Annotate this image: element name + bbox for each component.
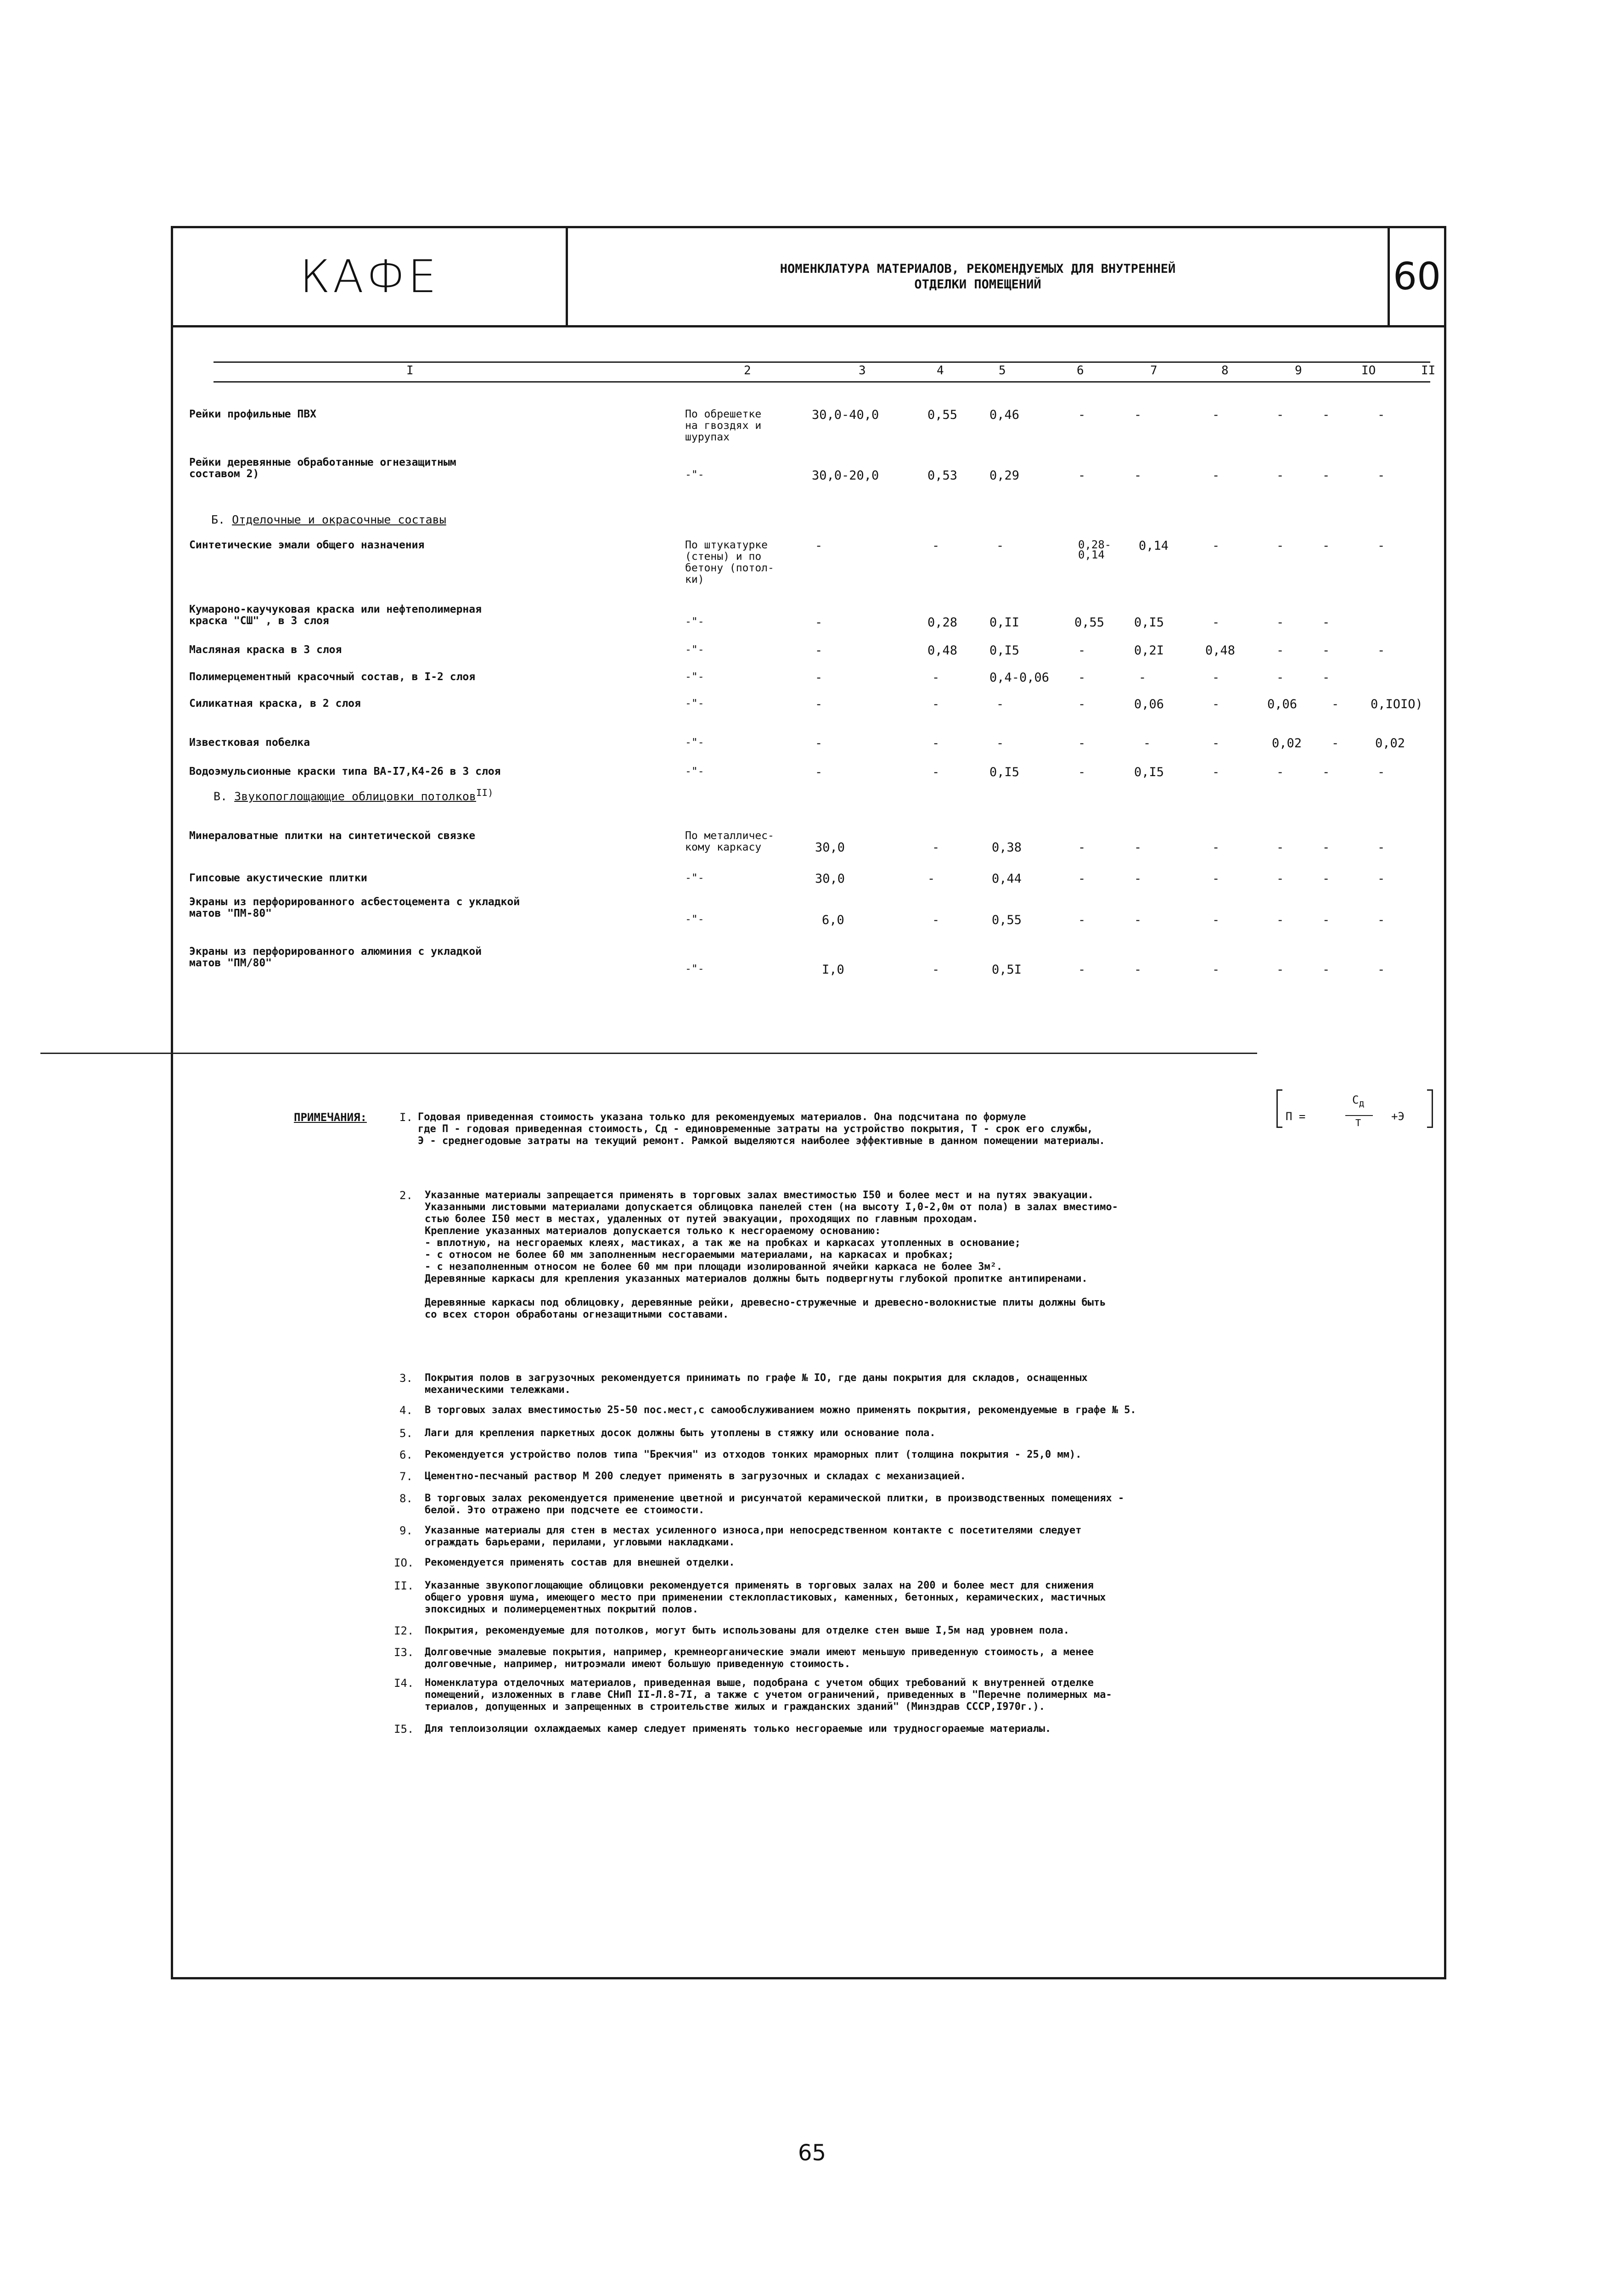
- cell-c3: 30,0-40,0: [812, 408, 879, 422]
- note-number: 8.: [399, 1492, 413, 1505]
- cell-c6: -: [1078, 736, 1086, 750]
- note-number: II.: [394, 1579, 414, 1592]
- cell-c8: -: [1212, 736, 1220, 750]
- page-number: 65: [798, 2140, 826, 2166]
- material-name: Экраны из перфорированного асбестоцемента с укладкой матов "ПМ-80": [189, 896, 520, 919]
- cell-c9: -: [1276, 539, 1284, 553]
- formula-denominator: Т: [1355, 1117, 1361, 1128]
- base-type: -"-: [685, 737, 704, 749]
- section-title: Звукопоглощающие облицовки потолков: [234, 789, 476, 803]
- section-heading-b: [211, 513, 446, 526]
- note-text: Для теплоизоляции охлаждаемых камер следует применять только несгораемые или трудносгораемые материалы.: [425, 1723, 1051, 1735]
- column-header: 7: [1150, 364, 1158, 378]
- cell-c6: -: [1078, 765, 1086, 779]
- cell-c8: -: [1212, 697, 1220, 711]
- cell-c9: -: [1276, 468, 1284, 483]
- cell-c3: 30,0-20,0: [812, 468, 879, 483]
- formula-top: С: [1352, 1093, 1359, 1106]
- base-type: -"-: [685, 644, 704, 656]
- cell-c6: 0,28- 0,14: [1078, 538, 1112, 561]
- cell-c10: -: [1322, 408, 1330, 422]
- table-bottom-rule: [40, 1053, 1257, 1054]
- note-text: Долговечные эмалевые покрытия, например, кремнеорганические эмали имеют меньшую приведенную стоимость, а менее долговечные, например, нитроэмали имеют большую приведенную стоимость.: [425, 1646, 1094, 1670]
- column-header: 4: [937, 364, 944, 378]
- cell-c4: -: [932, 736, 940, 750]
- cell-c9: -: [1276, 643, 1284, 658]
- material-name: Кумароно-каучуковая краска или нефтеполимерная краска "СШ" , в 3 слоя: [189, 603, 482, 627]
- note-text: Покрытия, рекомендуемые для потолков, могут быть использованы для отделке стен выше I,5м над уровнем пола.: [425, 1625, 1069, 1636]
- formula-bracket-left: [1276, 1089, 1282, 1128]
- note-number: I5.: [394, 1723, 414, 1736]
- cell-c4: 0,48: [927, 643, 958, 658]
- sheet-frame: [171, 226, 1446, 1979]
- cell-c8: -: [1212, 615, 1220, 630]
- cell-c4: 0,53: [927, 468, 958, 483]
- cell-c9: -: [1276, 963, 1284, 977]
- material-name: Минераловатные плитки на синтетической связке: [189, 830, 476, 842]
- cell-c3: 30,0: [815, 872, 845, 886]
- note-number: 2.: [399, 1189, 413, 1202]
- cell-c3: -: [815, 539, 823, 553]
- note-number: 9.: [399, 1524, 413, 1537]
- base-type: -"-: [685, 616, 704, 628]
- sheet-title-line1: НОМЕНКЛАТУРА МАТЕРИАЛОВ, РЕКОМЕНДУЕМЫХ ДЛЯ ВНУТРЕННЕЙ: [780, 261, 1176, 276]
- section-footnote-ref: II): [476, 787, 494, 798]
- base-type: -"-: [685, 872, 704, 884]
- material-name: Водоэмульсионные краски типа ВА-I7,К4-26 в 3 слоя: [189, 766, 501, 778]
- cell-c9: -: [1276, 671, 1284, 685]
- cell-c8: 0,48: [1205, 643, 1236, 658]
- cell-c4: -: [932, 671, 940, 685]
- cell-c3: -: [815, 615, 823, 630]
- cell-c5: 0,29: [989, 468, 1020, 483]
- note-text: Покрытия полов в загрузочных рекомендуется принимать по графе № IO, где даны покрытия для складов, оснащенных механическими тележками.: [425, 1372, 1088, 1396]
- note-text: Цементно-песчаный раствор М 200 следует применять в загрузочных и складах с механизацией.: [425, 1471, 966, 1482]
- cell-c10: -: [1322, 765, 1330, 779]
- cell-c3: 6,0: [822, 913, 844, 927]
- cell-c6: -: [1078, 671, 1086, 685]
- base-type: По обрешетке на гвоздях и шурупах: [685, 408, 762, 443]
- note-text: Указанные материалы запрещается применять в торговых залах вместимостью I50 и более мест и на путях эвакуации. Указанными листовыми материалами допускается облицовка панелей стен (на высоту I,0-2,0м от пола) в залах вместимо- стью более I50 мест в местах, удаленных от путей эвакуации, проходящих по главным проходам. Крепление указанных материалов допускается только к несгораемому основанию: - вплотную, на несгораемых клеях, мастиках, а так же на пробках и каркасах утопленных в основание; - с относом не более 60 мм заполненным несгораемыми материалами, на каркасах и пробках; - с незаполненным относом не более 60 мм при площади изолированной ячейки каркаса не более 3м². Деревянные каркасы для крепления указанных материалов должны быть подвергнуты глубокой пропитке антипиренами. Деревянные каркасы под облицовку, деревянные рейки, древесно-стружечные и древесно-волокнистые плиты должны быть со всех сторон обработаны огнезащитными составами.: [425, 1189, 1118, 1320]
- cell-c11: -: [1377, 408, 1385, 422]
- cell-c4: -: [932, 765, 940, 779]
- cell-c11: -: [1377, 765, 1385, 779]
- material-name: Экраны из перфорированного алюминия с укладкой матов "ПМ/80": [189, 946, 482, 969]
- cell-c9: -: [1276, 840, 1284, 855]
- cell-c3: -: [815, 697, 823, 711]
- note-text: Указанные звукопоглощающие облицовки рекомендуется применять в торговых залах на 200 и более мест для снижения общего уровня шума, имеющего место при применении стеклопластиковых, каменных, бетонных, керамических, мастичных эпоксидных и полимерцементных покрытий полов.: [425, 1580, 1106, 1615]
- cell-c9: -: [1276, 615, 1284, 630]
- note-text: Рекомендуется устройство полов типа "Брекчия" из отходов тонких мраморных плит (толщина покрытия - 25,0 мм).: [425, 1449, 1082, 1460]
- cell-c10: -: [1322, 840, 1330, 855]
- cell-c7: -: [1134, 872, 1142, 886]
- sheet-title: [568, 228, 1390, 325]
- note-number: 5.: [399, 1427, 413, 1440]
- cell-c8: -: [1212, 468, 1220, 483]
- note-text: Лаги для крепления паркетных досок должны быть утоплены в стяжку или основание пола.: [425, 1427, 936, 1439]
- cell-c8: -: [1212, 671, 1220, 685]
- base-type: -"-: [685, 698, 704, 710]
- column-header: 5: [999, 364, 1006, 378]
- section-prefix: Б.: [211, 513, 232, 526]
- column-header-row: [214, 361, 1436, 383]
- cell-c6: -: [1078, 697, 1086, 711]
- cell-c5: 0,44: [992, 872, 1022, 886]
- cell-c6: -: [1078, 468, 1086, 483]
- cell-c5: 0,5I: [992, 963, 1022, 977]
- cell-c4: -: [932, 913, 940, 927]
- cell-c4: 0,28: [927, 615, 958, 630]
- cell-c3: I,0: [822, 963, 844, 977]
- cell-c10: -: [1322, 615, 1330, 630]
- cell-c10: -: [1322, 963, 1330, 977]
- cell-c9: 0,06: [1267, 697, 1298, 711]
- cell-c10: -: [1332, 736, 1339, 750]
- cell-c4: -: [932, 539, 940, 553]
- cell-c8: -: [1212, 539, 1220, 553]
- cell-c5: -: [996, 736, 1004, 750]
- cell-c3: 30,0: [815, 840, 845, 855]
- cell-c7: 0,I5: [1134, 615, 1164, 630]
- cell-c7: -: [1139, 671, 1146, 685]
- section-heading-v: [214, 786, 494, 803]
- cell-c8: -: [1212, 872, 1220, 886]
- sheet-title-line2: ОТДЕЛКИ ПОМЕЩЕНИЙ: [914, 277, 1041, 292]
- cell-c7: -: [1134, 963, 1142, 977]
- material-name: Синтетические эмали общего назначения: [189, 539, 425, 551]
- base-type: -"-: [685, 913, 704, 925]
- cell-c7: 0,06: [1134, 697, 1164, 711]
- cell-c8: -: [1212, 408, 1220, 422]
- column-header: 6: [1077, 364, 1084, 378]
- cell-c7: -: [1134, 913, 1142, 927]
- cell-c11: -: [1377, 963, 1385, 977]
- cell-c11: 0,IOIO): [1371, 697, 1423, 711]
- cell-c7: -: [1134, 468, 1142, 483]
- material-name: Силикатная краска, в 2 слоя: [189, 698, 361, 710]
- note-number: I3.: [394, 1646, 414, 1659]
- column-header: 3: [859, 364, 866, 378]
- cell-c7: -: [1134, 840, 1142, 855]
- formula-left: П =: [1286, 1110, 1306, 1123]
- cell-c11: -: [1377, 539, 1385, 553]
- base-type: -"-: [685, 766, 704, 778]
- column-header: II: [1421, 364, 1436, 378]
- column-header: 2: [744, 364, 751, 378]
- cell-c5: -: [996, 539, 1004, 553]
- material-name: Известковая побелка: [189, 737, 310, 749]
- material-name: Гипсовые акустические плитки: [189, 872, 367, 884]
- note-text: Рекомендуется применять состав для внешней отделки.: [425, 1557, 735, 1568]
- cell-c10: -: [1322, 539, 1330, 553]
- title-block: [173, 228, 1444, 327]
- base-type: По металличес- кому каркасу: [685, 830, 774, 853]
- cell-c6: -: [1078, 963, 1086, 977]
- note-text: Номенклатура отделочных материалов, приведенная выше, подобрана с учетом общих требований к внутренней отделке помещений, изложенных в главе СНиП II-Л.8-7I, а также с учетом ограничений, приведенных в "Перечне полимерных ма- териалов, допущенных и запрещенных в строительстве жилых и гражданских зданий" (Минздрав СССР,I970г.).: [425, 1677, 1112, 1713]
- section-title: Отделочные и окрасочные составы: [232, 513, 446, 526]
- cell-c6: -: [1078, 913, 1086, 927]
- cell-c4: -: [932, 963, 940, 977]
- material-name: Масляная краска в 3 слоя: [189, 644, 342, 656]
- cell-c3: -: [815, 643, 823, 658]
- cell-c6: -: [1078, 408, 1086, 422]
- cell-c8: -: [1212, 913, 1220, 927]
- cell-c5: 0,4-0,06: [989, 671, 1050, 685]
- cell-c4: -: [932, 697, 940, 711]
- cell-c4: -: [932, 840, 940, 855]
- cell-c10: -: [1322, 671, 1330, 685]
- note-number: 6.: [399, 1448, 413, 1461]
- cell-c4: -: [927, 872, 935, 886]
- cell-c11: -: [1377, 840, 1385, 855]
- section-prefix: В.: [214, 789, 235, 803]
- note-number: 4.: [399, 1404, 413, 1417]
- cell-c4: 0,55: [927, 408, 958, 422]
- cell-c6: -: [1078, 840, 1086, 855]
- base-type: -"-: [685, 469, 704, 481]
- notes-label: ПРИМЕЧАНИЯ:: [294, 1111, 367, 1124]
- cell-c11: -: [1377, 468, 1385, 483]
- formula-right: +Э: [1391, 1110, 1405, 1123]
- cell-c5: 0,I5: [989, 765, 1020, 779]
- cell-c5: -: [996, 697, 1004, 711]
- material-name: Рейки деревянные обработанные огнезащитным составом 2): [189, 456, 456, 480]
- note-text: Указанные материалы для стен в местах усиленного износа,при непосредственном контакте с посетителями следует ограждать барьерами, перилами, угловыми накладками.: [425, 1525, 1082, 1548]
- cell-c8: -: [1212, 963, 1220, 977]
- cell-c5: 0,55: [992, 913, 1022, 927]
- cell-c10: -: [1322, 468, 1330, 483]
- note-number: I.: [399, 1111, 413, 1124]
- base-type: -"-: [685, 671, 704, 683]
- note-text: В торговых залах рекомендуется применение цветной и рисунчатой керамической плитки, в производственных помещениях - белой. Это отражено при подсчете ее стоимости.: [425, 1493, 1124, 1516]
- column-header: I: [406, 364, 414, 378]
- note-text: В торговых залах вместимостью 25-50 пос.мест,с самообслуживанием можно применять покрытия, рекомендуемые в графе № 5.: [425, 1404, 1136, 1416]
- base-type: По штукатурке (стены) и по бетону (потол- ки): [685, 539, 774, 586]
- column-header: IO: [1361, 364, 1376, 378]
- cell-c7: 0,I5: [1134, 765, 1164, 779]
- cell-c7: -: [1143, 736, 1151, 750]
- cell-c6: 0,55: [1074, 615, 1105, 630]
- formula-sub: д: [1359, 1097, 1365, 1109]
- sheet-number: 60: [1393, 255, 1441, 299]
- cell-c10: -: [1322, 913, 1330, 927]
- project-logo: КАФЕ: [173, 228, 568, 325]
- cell-c6: -: [1078, 872, 1086, 886]
- column-header: 8: [1221, 364, 1229, 378]
- cell-c6: -: [1078, 643, 1086, 658]
- cell-c9: 0,02: [1272, 736, 1302, 750]
- cell-c9: -: [1276, 765, 1284, 779]
- cell-c8: -: [1212, 840, 1220, 855]
- column-header: 9: [1295, 364, 1302, 378]
- cell-c7: -: [1134, 408, 1142, 422]
- cell-c5: 0,II: [989, 615, 1020, 630]
- note-number: I2.: [394, 1624, 414, 1637]
- note-number: 7.: [399, 1470, 413, 1483]
- cell-c9: -: [1276, 913, 1284, 927]
- cell-c5: 0,I5: [989, 643, 1020, 658]
- formula-fraction-line: [1345, 1115, 1373, 1116]
- note-number: 3.: [399, 1372, 413, 1385]
- cell-c11: -: [1377, 872, 1385, 886]
- cell-c9: -: [1276, 408, 1284, 422]
- note-number: I4.: [394, 1677, 414, 1690]
- cell-c7: 0,14: [1139, 539, 1169, 553]
- note-number: IO.: [394, 1556, 414, 1569]
- cell-c3: -: [815, 671, 823, 685]
- cell-c10: -: [1332, 697, 1339, 711]
- base-type: -"-: [685, 963, 704, 975]
- cell-c11: -: [1377, 913, 1385, 927]
- cell-c11: -: [1377, 643, 1385, 658]
- formula-numerator: [1352, 1094, 1365, 1109]
- cell-c11: 0,02: [1375, 736, 1405, 750]
- cell-c3: -: [815, 736, 823, 750]
- cell-c10: -: [1322, 872, 1330, 886]
- formula-bracket-right: [1427, 1089, 1433, 1128]
- cell-c7: 0,2I: [1134, 643, 1164, 658]
- note-text: Годовая приведенная стоимость указана только для рекомендуемых материалов. Она подсчитана по формуле где П - годовая приведенная стоимость, Сд - единовременные затраты на устройство покрытия, Т - срок его службы, Э - среднегодовые затраты на текущий ремонт. Рамкой выделяются наиболее эффективные в данном помещении материалы.: [418, 1111, 1105, 1147]
- cell-c3: -: [815, 765, 823, 779]
- cell-c10: -: [1322, 643, 1330, 658]
- material-name: Полимерцементный красочный состав, в I-2 слоя: [189, 671, 476, 683]
- cell-c8: -: [1212, 765, 1220, 779]
- cell-c5: 0,38: [992, 840, 1022, 855]
- cell-c9: -: [1276, 872, 1284, 886]
- material-name: Рейки профильные ПВХ: [189, 408, 316, 420]
- cell-c5: 0,46: [989, 408, 1020, 422]
